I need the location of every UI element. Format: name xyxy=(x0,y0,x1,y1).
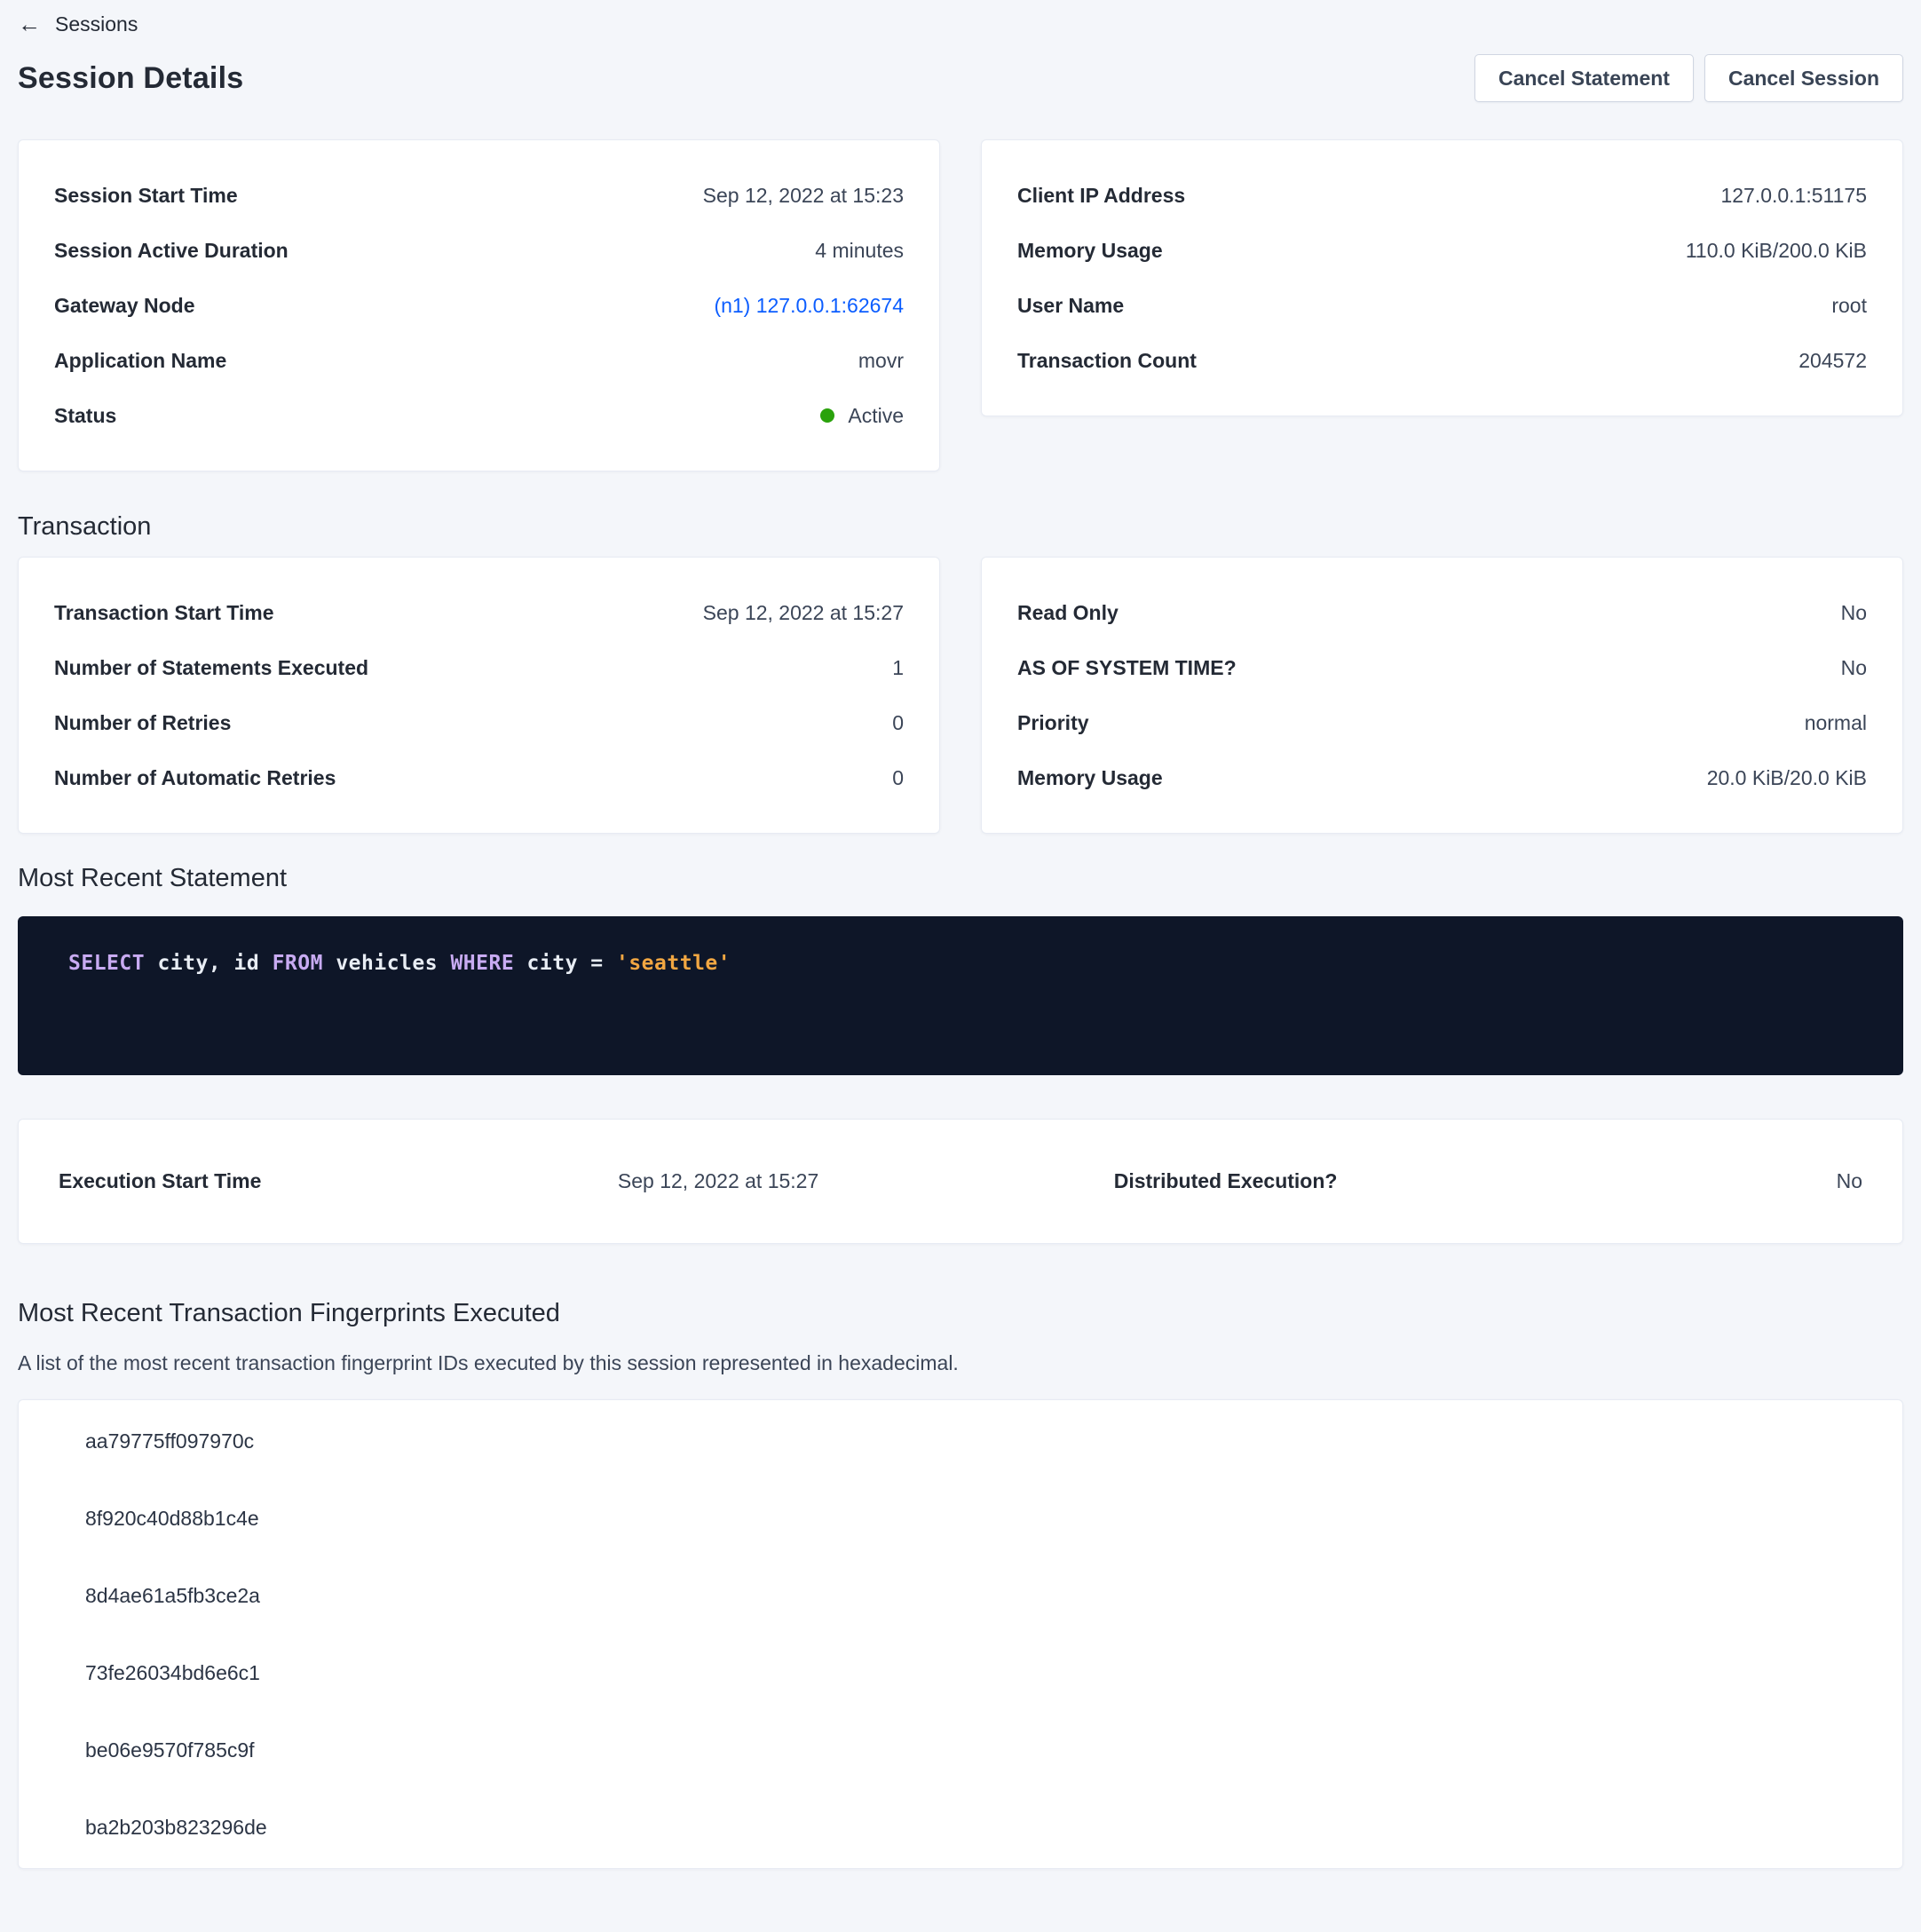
transaction-info-card xyxy=(18,557,940,834)
priority-value: normal xyxy=(1804,710,1867,734)
client-ip-row xyxy=(1017,168,1867,223)
read-only-value: No xyxy=(1840,600,1867,624)
application-name-row xyxy=(54,333,904,388)
user-name-value: root xyxy=(1831,293,1867,317)
sql-keyword: WHERE xyxy=(450,952,515,975)
transaction-row xyxy=(18,557,1903,834)
session-active-duration-value: 4 minutes xyxy=(815,238,904,262)
status-badge xyxy=(820,404,904,428)
txn-start-time-row xyxy=(54,585,904,640)
as-of-system-time-label: AS OF SYSTEM TIME? xyxy=(1017,655,1237,679)
statements-executed-label: Number of Statements Executed xyxy=(54,655,369,679)
cancel-statement-button[interactable]: Cancel Statement xyxy=(1474,54,1694,102)
sql-statement-box xyxy=(18,916,1903,1075)
transaction-count-value: 204572 xyxy=(1798,348,1867,372)
session-active-duration-label: Session Active Duration xyxy=(54,238,289,262)
read-only-row xyxy=(1017,585,1867,640)
fingerprint-list-item: aa79775ff097970c xyxy=(85,1429,255,1453)
txn-memory-usage-label: Memory Usage xyxy=(1017,765,1163,789)
as-of-system-time-value: No xyxy=(1840,655,1867,679)
page-header xyxy=(18,53,1903,103)
execution-info-card xyxy=(18,1119,1903,1244)
session-summary-row xyxy=(18,139,1903,471)
statements-executed-value: 1 xyxy=(892,655,904,679)
fingerprints-description: A list of the most recent transaction fingerprint IDs executed by this session represented in hexadecimal. xyxy=(18,1351,959,1374)
client-ip-label: Client IP Address xyxy=(1017,183,1186,207)
sql-text: city = xyxy=(514,952,616,975)
back-arrow-icon: ← xyxy=(18,11,41,37)
auto-retries-row xyxy=(54,750,904,805)
transaction-section-heading: Transaction xyxy=(18,512,152,541)
session-info-card xyxy=(18,139,940,471)
transaction-count-row xyxy=(1017,333,1867,388)
status-label: Status xyxy=(54,403,117,427)
auto-retries-value: 0 xyxy=(892,765,904,789)
user-name-label: User Name xyxy=(1017,293,1125,317)
txn-memory-usage-value: 20.0 KiB/20.0 KiB xyxy=(1706,765,1867,789)
retries-row xyxy=(54,695,904,750)
gateway-node-row xyxy=(54,278,904,333)
fingerprints-section-heading: Most Recent Transaction Fingerprints Executed xyxy=(18,1299,560,1327)
fingerprint-list-item: 8f920c40d88b1c4e xyxy=(85,1507,259,1530)
sql-string-literal: 'seattle' xyxy=(615,952,731,975)
sql-text: city, id xyxy=(145,952,273,975)
transaction-props-card xyxy=(981,557,1903,834)
sql-keyword: FROM xyxy=(272,952,323,975)
user-name-row xyxy=(1017,278,1867,333)
read-only-label: Read Only xyxy=(1017,600,1119,624)
header-buttons xyxy=(1474,54,1903,102)
txn-start-time-label: Transaction Start Time xyxy=(54,600,274,624)
distributed-execution-value: No xyxy=(1836,1169,1862,1192)
application-name-value: movr xyxy=(858,348,904,372)
sql-statement xyxy=(68,952,1903,975)
txn-start-time-value: Sep 12, 2022 at 15:27 xyxy=(702,600,904,624)
status-active-dot-icon xyxy=(820,408,834,423)
memory-usage-value: 110.0 KiB/200.0 KiB xyxy=(1685,238,1867,262)
memory-usage-label: Memory Usage xyxy=(1017,238,1163,262)
session-start-time-label: Session Start Time xyxy=(54,183,238,207)
gateway-node-label: Gateway Node xyxy=(54,293,195,317)
application-name-label: Application Name xyxy=(54,348,227,372)
client-info-card xyxy=(981,139,1903,416)
page-title: Session Details xyxy=(18,60,244,95)
transaction-count-label: Transaction Count xyxy=(1017,348,1197,372)
fingerprints-card xyxy=(18,1399,1903,1869)
fingerprint-list-item: ba2b203b823296de xyxy=(85,1816,267,1839)
fingerprint-list-item: 8d4ae61a5fb3ce2a xyxy=(85,1584,260,1607)
statement-section-heading: Most Recent Statement xyxy=(18,864,288,892)
gateway-node-link[interactable]: (n1) 127.0.0.1:62674 xyxy=(714,293,904,317)
priority-label: Priority xyxy=(1017,710,1089,734)
status-value: Active xyxy=(848,403,904,427)
breadcrumb-sessions-link[interactable]: Sessions xyxy=(55,12,138,36)
retries-value: 0 xyxy=(892,710,904,734)
auto-retries-label: Number of Automatic Retries xyxy=(54,765,336,789)
execution-start-time-value: Sep 12, 2022 at 15:27 xyxy=(617,1169,819,1192)
cancel-session-button[interactable]: Cancel Session xyxy=(1704,54,1903,102)
distributed-execution-label: Distributed Execution? xyxy=(1113,1169,1338,1192)
sql-text: vehicles xyxy=(322,952,451,975)
session-active-duration-row xyxy=(54,223,904,278)
fingerprint-list-item: be06e9570f785c9f xyxy=(85,1738,255,1762)
retries-label: Number of Retries xyxy=(54,710,232,734)
txn-memory-usage-row xyxy=(1017,750,1867,805)
memory-usage-row xyxy=(1017,223,1867,278)
fingerprint-list-item: 73fe26034bd6e6c1 xyxy=(85,1661,260,1684)
sql-keyword: SELECT xyxy=(68,952,146,975)
status-row xyxy=(54,388,904,443)
priority-row xyxy=(1017,695,1867,750)
as-of-system-time-row xyxy=(1017,640,1867,695)
client-ip-value: 127.0.0.1:51175 xyxy=(1720,183,1867,207)
session-start-time-value: Sep 12, 2022 at 15:23 xyxy=(702,183,904,207)
session-start-time-row xyxy=(54,168,904,223)
statements-executed-row xyxy=(54,640,904,695)
breadcrumb[interactable] xyxy=(18,9,138,39)
execution-start-time-label: Execution Start Time xyxy=(59,1169,262,1192)
